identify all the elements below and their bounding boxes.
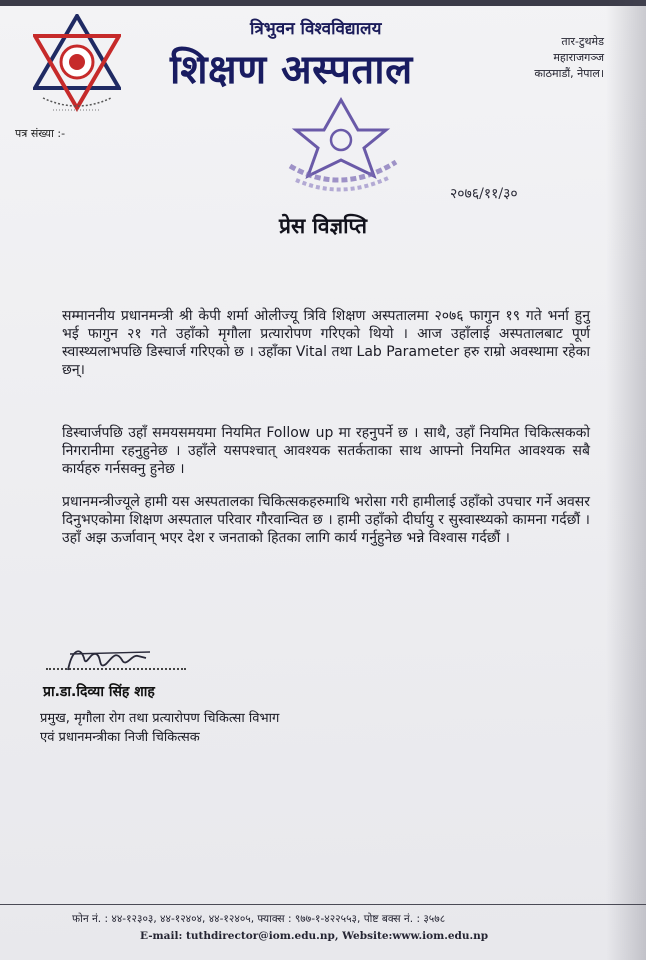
hospital-name: शिक्षण अस्पताल: [170, 47, 413, 93]
address-line: काठमाडौं, नेपाल।: [534, 67, 604, 80]
handwritten-signature: [50, 640, 190, 680]
address-block: [534, 34, 604, 82]
footer-contact: फोन नं. : ४४-१२३०३, ४४-१२४०४, ४४-१२४०५, फ्याक्स : ९७७-१-४२२५५३, पोष्ट बक्स नं. : ३५७८: [72, 913, 446, 925]
signatory-title: प्रमुख, मृगौला रोग तथा प्रत्यारोपण चिकित्सा विभाग: [40, 711, 280, 726]
signature-line: [46, 668, 186, 670]
footer-web: E-mail: tuthdirector@iom.edu.np, Website:www.iom.edu.np: [140, 930, 489, 942]
address-line: महाराजगञ्ज: [553, 51, 604, 64]
scan-edge: [0, 0, 646, 6]
body-paragraph: प्रधानमन्त्रीज्यूले हामी यस अस्पतालका चिकित्सकहरुमाथि भरोसा गरी हामीलाई उहाँको उपचार गर्ने अवसर दिनुभएकोमा शिक्षण अस्पताल परिवार गौरवान्वित छ । हामी उहाँको दीर्घायु र सुस्वास्थ्यको कामना गर्दछौं । उहाँ अझ ऊर्जावान् भएर देश र जनताको हितका लागि कार्य गर्नुहुनेछ भन्ने विश्वास गर्दछौं ।: [62, 494, 590, 546]
body-paragraph: सम्माननीय प्रधानमन्त्री श्री केपी शर्मा ओलीज्यू त्रिवि शिक्षण अस्पतालमा २०७६ फागुन १९ गते भर्ना हुनु भई फागुन २१ गते उहाँको मृगौला प्रत्यारोपण गरिएको थियो । आज उहाँलाई अस्पतालबाट पूर्ण स्वास्थ्यलाभपछि डिस्चार्ज गरिएको छ । उहाँका Vital तथा Lab Parameter हरु राम्रो अवस्थामा रहेका छन्।: [62, 308, 590, 378]
paper-shadow: [606, 0, 646, 960]
university-logo: [33, 14, 121, 118]
footer-divider: [0, 904, 646, 905]
signatory-name: प्रा.डा.दिव्या सिंह शाह: [43, 684, 155, 700]
body-paragraph: डिस्चार्जपछि उहाँ समयसमयमा नियमित Follow up मा रहनुपर्ने छ । साथै, उहाँ नियमित चिकित्सकको निगरानीमा रहनुहुनेछ । उहाँले यसपश्चात् आवश्यक सतर्कताका साथ आफ्नो नियमित आवश्यक सबै कार्यहरु गर्नसक्नु हुनेछ ।: [62, 425, 590, 477]
address-line: तार-टुथमेड: [561, 35, 604, 48]
university-name: त्रिभुवन विश्वविद्यालय: [250, 19, 382, 39]
signatory-title-2: एवं प्रधानमन्त्रीका निजी चिकित्सक: [40, 730, 200, 745]
letter-date: २०७६/११/३०: [450, 186, 518, 202]
official-stamp: [276, 96, 406, 192]
reference-number-label: पत्र संख्या :-: [15, 127, 66, 140]
document-title: प्रेस विज्ञप्ति: [279, 214, 367, 238]
